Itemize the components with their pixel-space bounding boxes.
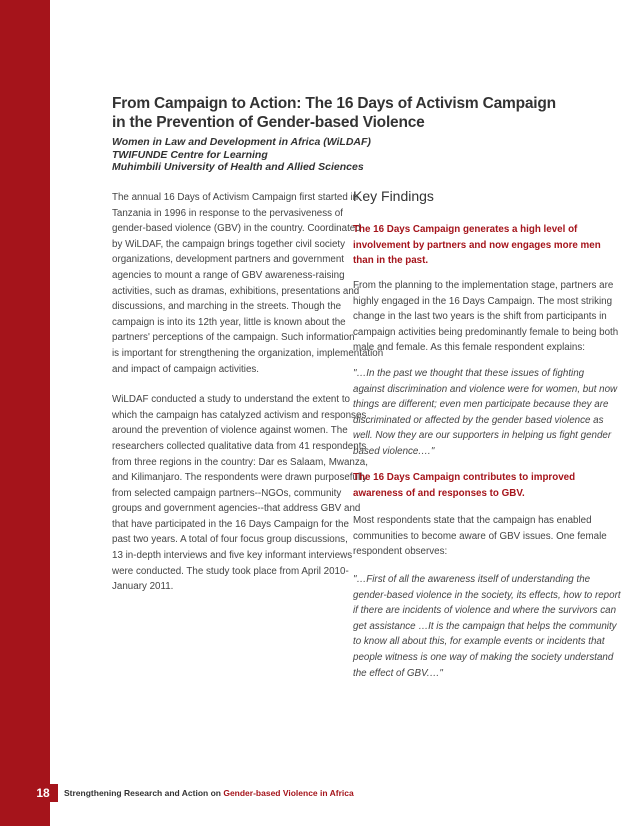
text-line: well. Now they are our supporters in helping us fight gender	[353, 430, 612, 442]
text-line: The 16 Days Campaign generates a high level of	[353, 224, 578, 235]
text-line: "…First of all the awareness itself of understanding the	[353, 574, 591, 585]
article-title	[112, 94, 582, 132]
footer-running-title	[64, 788, 354, 798]
text-line: groups and government agencies--that address GBV and	[112, 503, 361, 515]
author-affiliations	[112, 136, 512, 174]
text-line: get assistance …It is the campaign that helps the community	[353, 620, 617, 632]
left-column	[112, 190, 384, 595]
text-line: gender-based violence (GBV) in the country. Coordinated	[112, 223, 361, 235]
text-line: than in the past.	[353, 255, 429, 267]
text-line: "…In the past we thought that these issues of fighting	[353, 368, 585, 379]
text-line: Tanzania in 1996 in response to the pervasiveness of	[112, 207, 343, 219]
finding-1-statement	[353, 222, 613, 269]
text-line: communities to become aware of GBV issues. One female	[353, 530, 607, 542]
text-line: from selected campaign partners--NGOs, community	[112, 487, 342, 499]
key-findings-heading: Key Findings	[353, 188, 434, 204]
text-line: organizations, development partners and government	[112, 254, 345, 266]
text-line: involvement by partners and now engages more men	[353, 239, 601, 251]
finding-2-statement	[353, 470, 613, 501]
text-line: to know all about this, for example events or incidents that	[353, 636, 605, 648]
text-line: were conducted. The study took place from April 2010-	[112, 565, 349, 577]
text-line: is important for strengthening the organization, implementation	[112, 347, 384, 359]
text-line: and impact of campaign activities.	[112, 363, 260, 375]
text-line: the effect of GBV.…"	[353, 667, 443, 679]
text-line: agencies to mount a range of GBV awareness-raising	[112, 269, 345, 281]
text-line: highly engaged in the 16 Days Campaign. The most striking	[353, 295, 613, 307]
text-line: researchers collected qualitative data from 41 respondents	[112, 440, 367, 452]
left-accent-bar	[0, 0, 50, 826]
text-line: The annual 16 Days of Activism Campaign first started in	[112, 192, 359, 203]
text-line: male and female. As this female respondent explains:	[353, 342, 585, 354]
text-line: and Kilimanjaro. The respondents were drawn purposefully	[112, 472, 368, 484]
text-line: from three regions in the country: Dar es Salaam, Mwanza,	[112, 456, 368, 468]
text-line: January 2011.	[112, 581, 174, 593]
text-line: gender-based violence in the society, its effects, how to report	[353, 589, 621, 601]
text-line: WiLDAF conducted a study to understand the extent to	[112, 394, 350, 406]
respondent-quote-1	[353, 366, 618, 460]
text-line: around the prevention of violence against women. The	[112, 425, 348, 437]
intro-paragraph	[112, 190, 384, 377]
text-line: awareness of and responses to GBV.	[353, 487, 525, 499]
footer-prefix: Strengthening Research and Action on	[64, 788, 224, 798]
author-line: Women in Law and Development in Africa (WiLDAF)	[112, 136, 371, 148]
text-line: which the campaign has catalyzed activism and responses	[112, 409, 367, 421]
text-line: The 16 Days Campaign contributes to improved	[353, 472, 576, 483]
title-line: From Campaign to Action: The 16 Days of Activism Campaign	[112, 95, 556, 112]
text-line: From the planning to the implementation stage, partners are	[353, 280, 614, 291]
text-line: by WiLDAF, the campaign brings together civil society	[112, 238, 346, 250]
respondent-quote-2	[353, 572, 621, 681]
text-line: 13 in-depth interviews and five key informant interviews	[112, 550, 353, 562]
finding-1-paragraph	[353, 278, 619, 356]
page-number: 18	[28, 784, 58, 802]
text-line: discriminated or affected by the gender based violence as	[353, 414, 604, 426]
text-line: campaign is into its 12th year, little is known about the	[112, 316, 346, 328]
study-paragraph	[112, 392, 368, 595]
text-line: respondent observes:	[353, 546, 448, 558]
text-line: change in the last two years is the shift from participants in	[353, 311, 607, 323]
author-line: Muhimbili University of Health and Allied Sciences	[112, 161, 364, 173]
footer-accent: Gender-based Violence in Africa	[223, 788, 354, 798]
text-line: if there are incidents of violence and where the survivors can	[353, 605, 617, 617]
text-line: Most respondents state that the campaign has enabled	[353, 515, 592, 526]
text-line: campaign activities being predominantly female to being both	[353, 326, 619, 338]
title-line: in the Prevention of Gender-based Violence	[112, 114, 425, 131]
text-line: that have participated in the 16 Days Campaign for the	[112, 518, 349, 530]
text-line: things are different; even men participate because they are	[353, 399, 609, 411]
text-line: partners' perceptions of the campaign. Such information	[112, 332, 355, 344]
text-line: discussions, and marching in the streets. Though the	[112, 301, 342, 313]
text-line: past two years. A total of four focus group discussions,	[112, 534, 348, 546]
text-line: people witness is one way of making the society understand	[353, 651, 614, 663]
author-line: TWIFUNDE Centre for Learning	[112, 148, 268, 161]
finding-2-paragraph	[353, 513, 613, 560]
text-line: based violence.…"	[353, 445, 435, 457]
text-line: activities, such as dramas, exhibitions, presentations and	[112, 285, 360, 297]
text-line: against discrimination and violence were for women, but now	[353, 383, 618, 395]
